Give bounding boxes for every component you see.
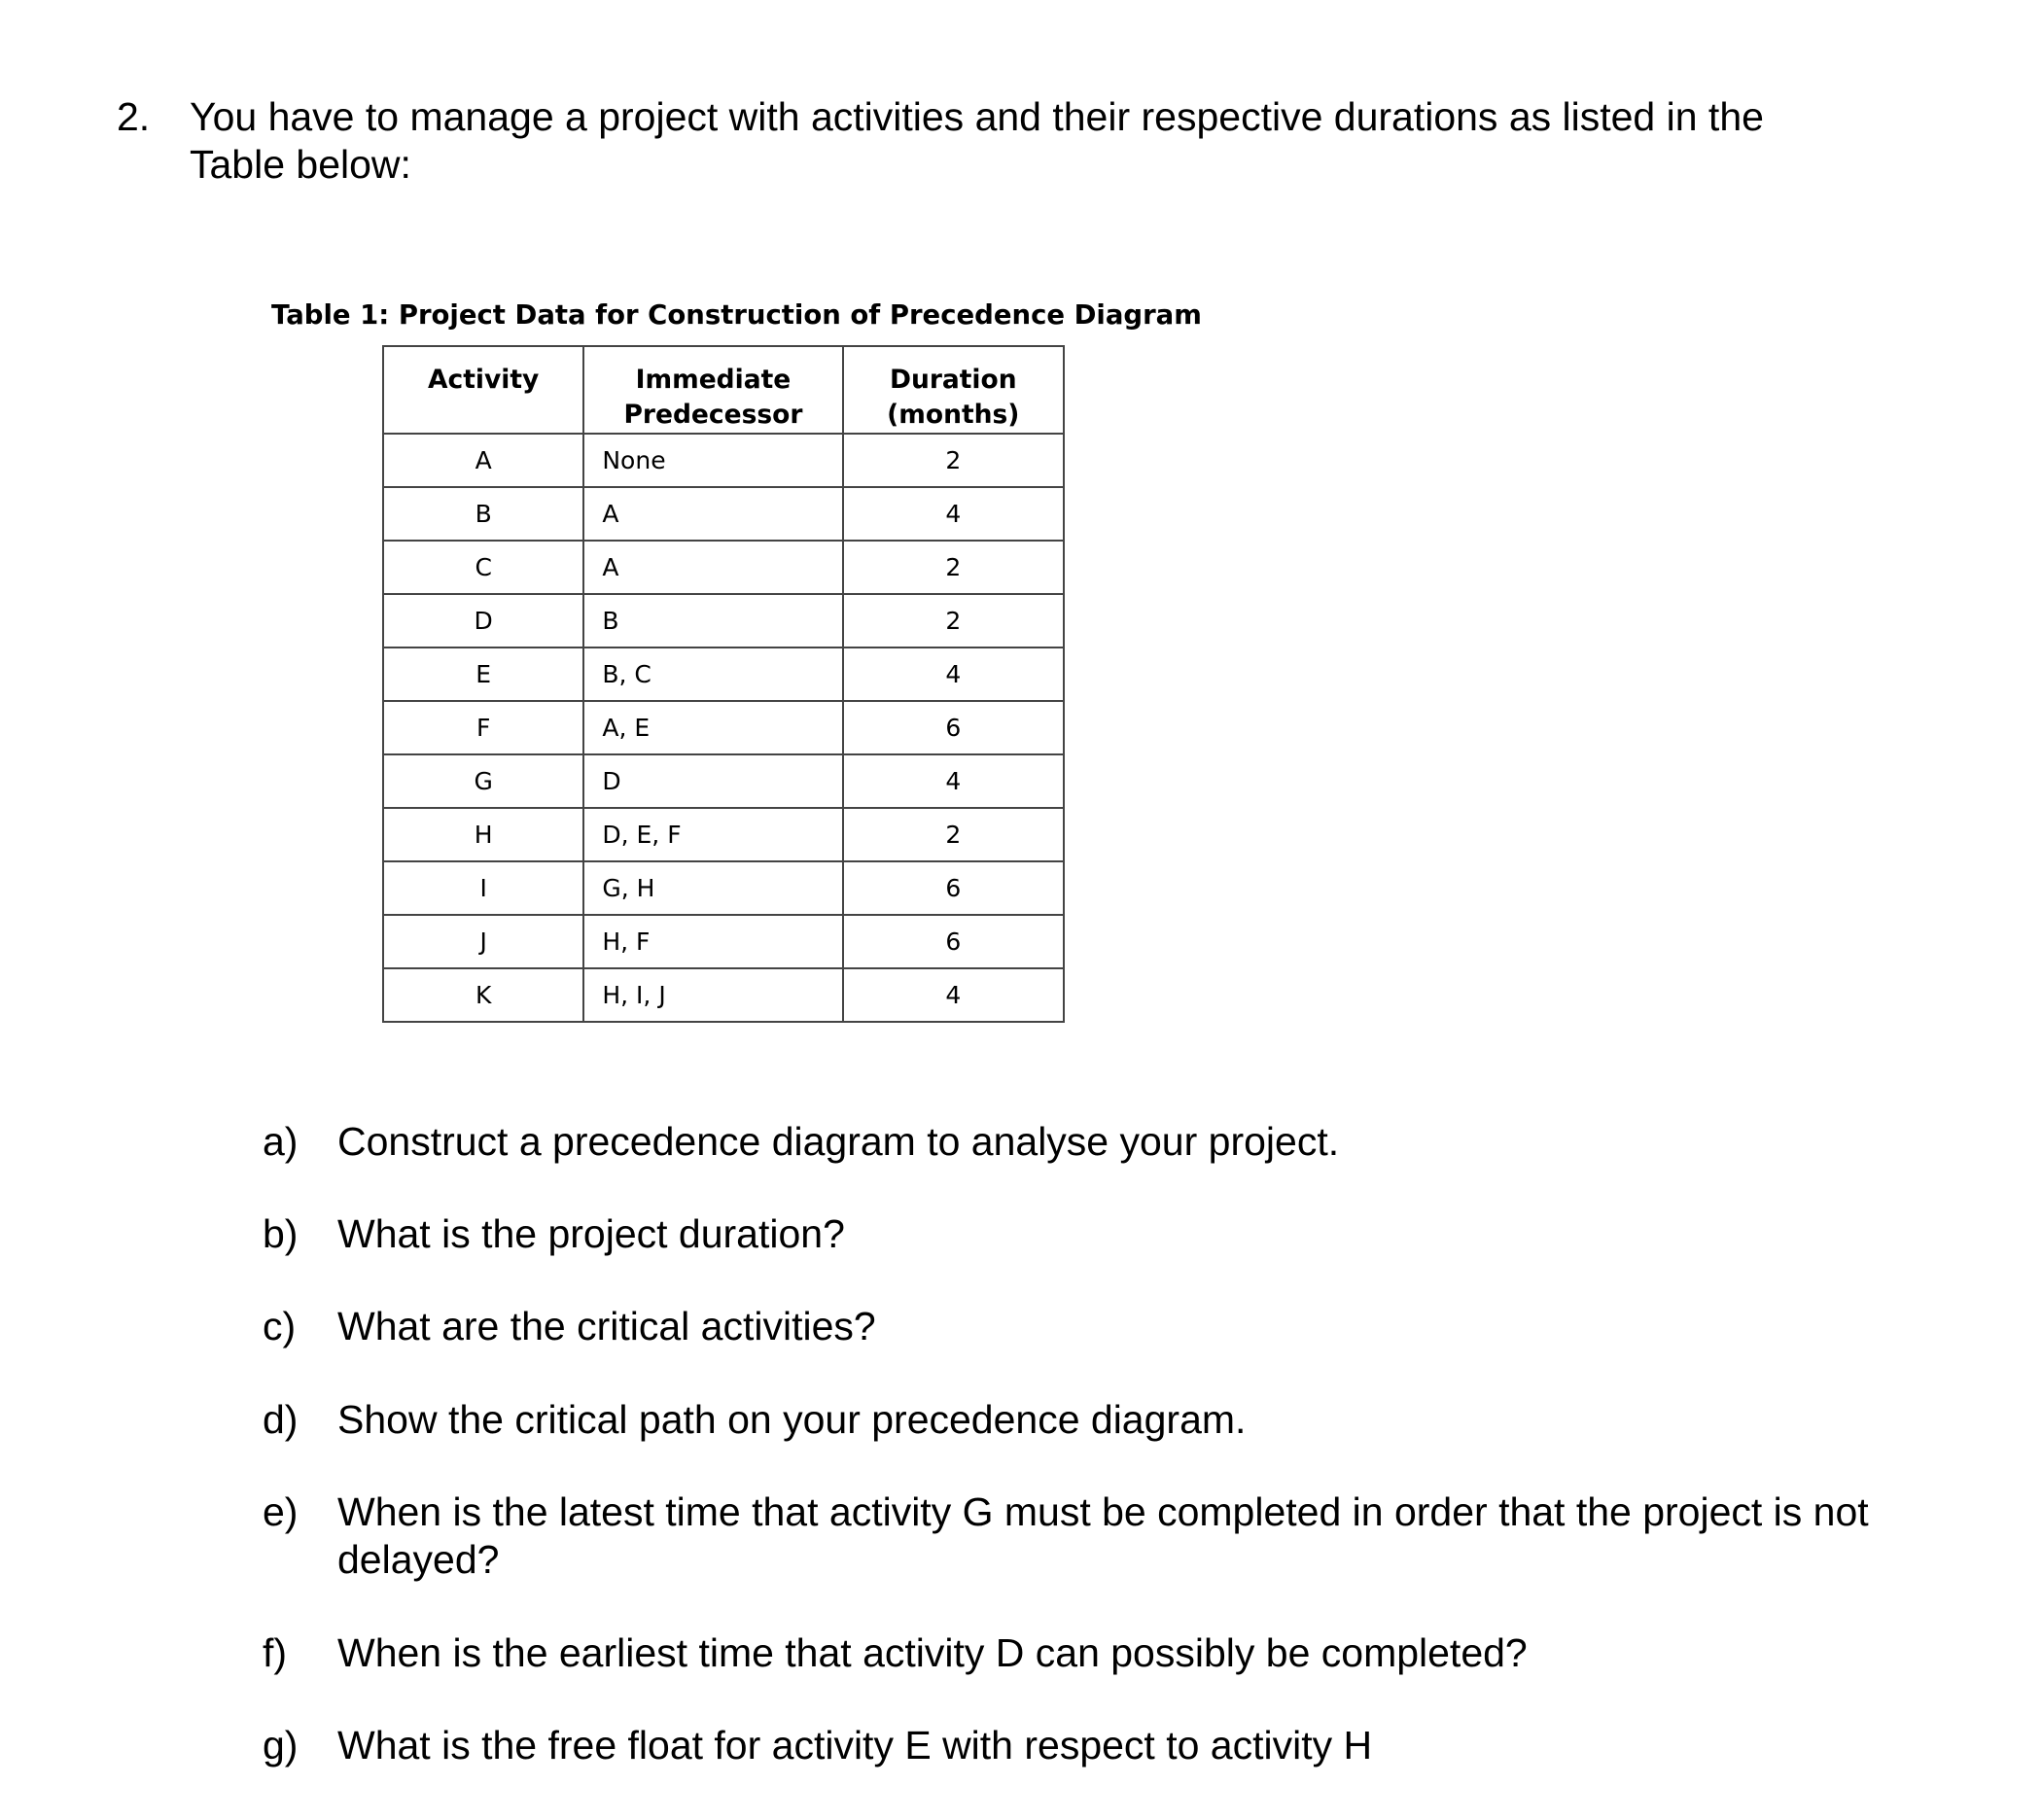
question-number: 2. [117,94,151,139]
activity-cell: A [383,434,583,487]
table-row [383,594,1064,648]
activity-cell: I [383,861,583,915]
header-predecessor-line1: Immediate [635,365,792,395]
table-row [383,434,1064,487]
duration-cell: 4 [843,487,1064,541]
project-data-table [382,345,1065,1023]
subquestion-g [263,1722,1893,1769]
table-row [383,701,1064,754]
activity-cell: D [383,594,583,648]
subquestion-label: a) [263,1119,299,1164]
duration-cell: 2 [843,594,1064,648]
activity-cell: K [383,968,583,1022]
activity-cell: E [383,648,583,701]
activity-cell: B [383,487,583,541]
duration-cell: 2 [843,808,1064,861]
header-predecessor [583,346,842,434]
predecessor-cell: H, I, J [583,968,842,1022]
subquestion-label: e) [263,1489,299,1534]
subquestion-text: When is the latest time that activity G must be completed in order that the project is not delayed? [337,1489,1869,1582]
header-activity [383,346,583,434]
table-row [383,487,1064,541]
predecessor-cell: A, E [583,701,842,754]
subquestion-d [263,1396,1893,1444]
predecessor-cell: D [583,754,842,808]
subquestion-e [263,1488,1893,1584]
predecessor-cell: B [583,594,842,648]
table-row [383,648,1064,701]
duration-cell: 4 [843,968,1064,1022]
subquestion-text: What is the project duration? [337,1211,845,1256]
header-activity-label: Activity [428,365,540,395]
header-predecessor-line2: Predecessor [623,400,803,430]
activity-cell: F [383,701,583,754]
table-row [383,808,1064,861]
subquestion-text: Construct a precedence diagram to analyse your project. [337,1119,1340,1164]
predecessor-cell: None [583,434,842,487]
header-duration [843,346,1064,434]
duration-cell: 4 [843,754,1064,808]
duration-cell: 6 [843,861,1064,915]
activity-cell: G [383,754,583,808]
header-duration-line1: Duration [889,365,1017,395]
subquestion-text: What are the critical activities? [337,1304,876,1348]
subquestion-text: What is the free float for activity E with respect to activity H [337,1723,1373,1768]
duration-cell: 6 [843,701,1064,754]
subquestion-label: f) [263,1630,288,1675]
table-row [383,541,1064,594]
predecessor-cell: A [583,541,842,594]
subquestion-b [263,1210,1893,1258]
activity-cell: J [383,915,583,968]
subquestion-label: d) [263,1397,299,1442]
predecessor-cell: D, E, F [583,808,842,861]
activity-cell: H [383,808,583,861]
predecessor-cell: A [583,487,842,541]
table-header-row [383,346,1064,434]
table-caption: Table 1: Project Data for Construction of Precedence Diagram [271,299,1202,331]
subquestion-f [263,1629,1893,1677]
subquestion-c [263,1303,1893,1350]
duration-cell: 6 [843,915,1064,968]
subquestion-label: g) [263,1723,299,1768]
predecessor-cell: B, C [583,648,842,701]
table-row [383,915,1064,968]
duration-cell: 4 [843,648,1064,701]
subquestion-label: c) [263,1304,297,1348]
question-text: You have to manage a project with activities and their respective durations as listed in the Table below: [190,94,1764,187]
header-duration-line2: (months) [887,400,1020,430]
predecessor-cell: G, H [583,861,842,915]
table-row [383,861,1064,915]
table-row [383,968,1064,1022]
subquestion-a [263,1118,1893,1166]
duration-cell: 2 [843,434,1064,487]
duration-cell: 2 [843,541,1064,594]
activity-cell: C [383,541,583,594]
subquestion-text: When is the earliest time that activity D can possibly be completed? [337,1630,1528,1675]
subquestion-text: Show the critical path on your precedence diagram. [337,1397,1247,1442]
table-row [383,754,1064,808]
subquestion-label: b) [263,1211,299,1256]
predecessor-cell: H, F [583,915,842,968]
question-block [117,93,1867,189]
